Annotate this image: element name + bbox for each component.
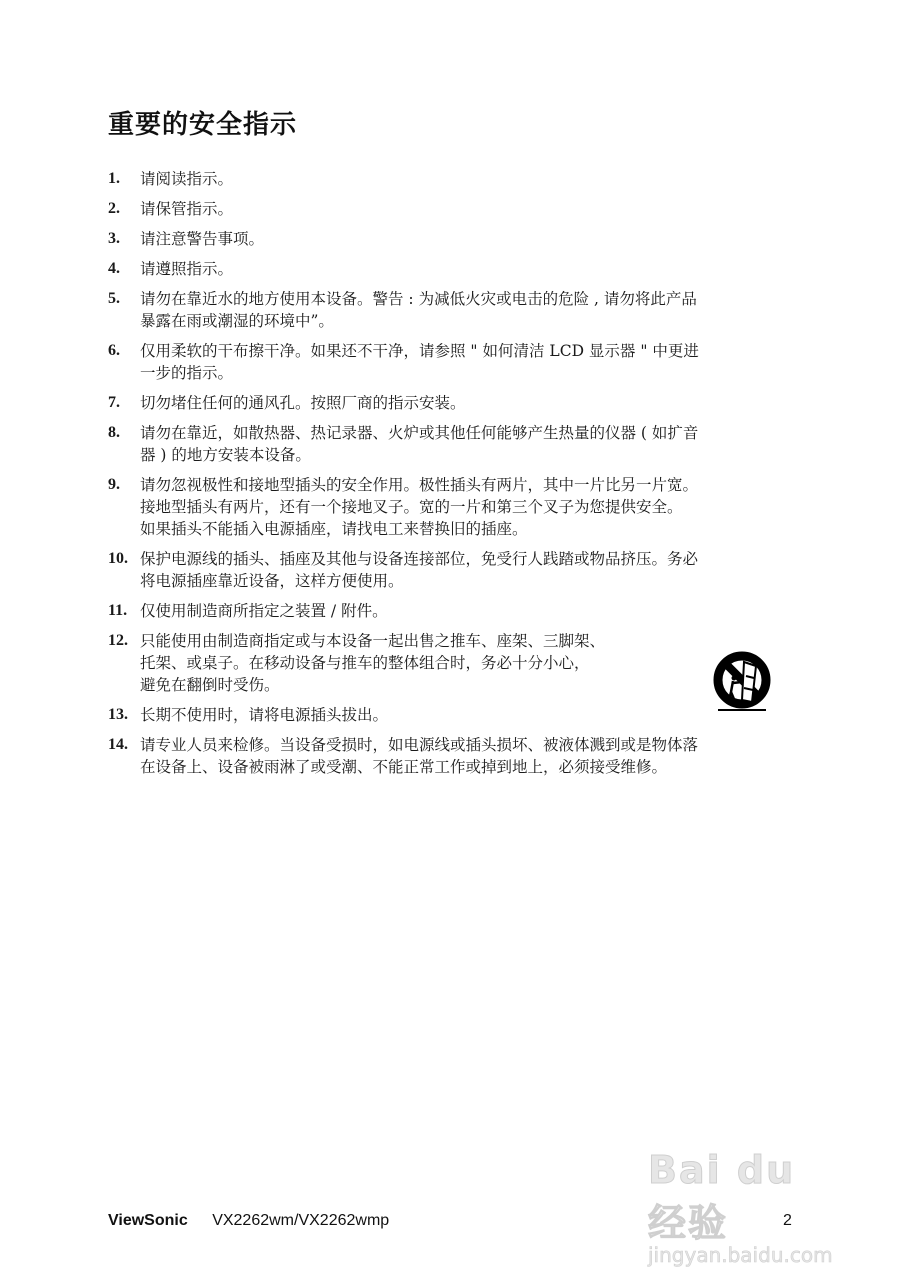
- item-text: 请保管指示。: [140, 200, 234, 218]
- item-number: 9.: [108, 476, 120, 493]
- list-item: [108, 198, 808, 220]
- list-item: [108, 734, 808, 778]
- safety-instructions-list: [108, 168, 808, 786]
- item-text: 接地型插头有两片，还有一个接地叉子。宽的一片和第三个叉子为您提供安全。: [140, 498, 683, 516]
- item-text: 请遵照指示。: [140, 260, 234, 278]
- item-text: 请勿在靠近水的地方使用本设备。警告 : 为减低火灾或电击的危险 , 请勿将此产品: [140, 290, 697, 308]
- watermark-url: jingyan.baidu.com: [648, 1243, 833, 1267]
- list-item: [108, 600, 808, 622]
- item-text: 保护电源线的插头、插座及其他与设备连接部位，免受行人践踏或物品挤压。务必: [140, 550, 699, 568]
- item-number: 8.: [108, 424, 120, 441]
- item-number: 2.: [108, 200, 120, 217]
- item-text: 避免在翻倒时受伤。: [140, 676, 280, 694]
- item-text: 在设备上、设备被雨淋了或受潮、不能正常工作或掉到地上，必须接受维修。: [140, 758, 668, 776]
- item-text: 切勿堵住任何的通风孔。按照厂商的指示安装。: [140, 394, 466, 412]
- item-number: 3.: [108, 230, 120, 247]
- item-text: 托架、或桌子。在移动设备与推车的整体组合时，务必十分小心，: [140, 654, 590, 672]
- list-item: [108, 340, 808, 384]
- item-number: 13.: [108, 706, 128, 723]
- footer-brand: ViewSonic: [108, 1212, 188, 1229]
- item-text: 长期不使用时，请将电源插头拔出。: [140, 706, 389, 724]
- item-text: 仅用柔软的干布擦干净。如果还不干净，请参照 " 如何清洁 LCD 显示器 " 中更进: [140, 342, 699, 360]
- list-item: [108, 392, 808, 414]
- item-text: 只能使用由制造商指定或与本设备一起出售之推车、座架、三脚架、: [140, 632, 606, 650]
- item-text: 将电源插座靠近设备，这样方便使用。: [140, 572, 404, 590]
- watermark-logo-text: Bai du 经验: [648, 1148, 796, 1245]
- item-text: 如果插头不能插入电源插座，请找电工来替换旧的插座。: [140, 520, 528, 538]
- item-number: 4.: [108, 260, 120, 277]
- list-item: [108, 548, 808, 592]
- baidu-jingyan-watermark: [648, 1148, 848, 1267]
- list-item: [108, 258, 808, 280]
- item-number: 5.: [108, 290, 120, 307]
- page-title: 重要的安全指示: [108, 110, 298, 140]
- footer-model: VX2262wm/VX2262wmp: [212, 1212, 390, 1229]
- item-text: 仅使用制造商所指定之装置 / 附件。: [140, 602, 388, 620]
- item-text: 器 ) 的地方安装本设备。: [140, 446, 311, 464]
- list-item: [108, 228, 808, 250]
- item-text: 请专业人员来检修。当设备受损时，如电源线或插头损坏、被液体溅到或是物体落: [140, 736, 699, 754]
- item-number: 7.: [108, 394, 120, 411]
- item-number: 12.: [108, 632, 128, 649]
- page-number: 2: [783, 1212, 792, 1229]
- item-text: 请勿忽视极性和接地型插头的安全作用。极性插头有两片，其中一片比另一片宽。: [140, 476, 699, 494]
- item-number: 6.: [108, 342, 120, 359]
- cart-tip-over-warning-icon: [712, 648, 772, 718]
- list-item: [108, 704, 808, 726]
- item-number: 14.: [108, 736, 128, 753]
- item-text: 请勿在靠近，如散热器、热记录器、火炉或其他任何能够产生热量的仪器 ( 如扩音: [140, 424, 699, 442]
- list-item: [108, 422, 808, 466]
- list-item: [108, 630, 808, 696]
- item-text: 一步的指示。: [140, 364, 234, 382]
- item-text: 请注意警告事项。: [140, 230, 265, 248]
- list-item: [108, 168, 808, 190]
- list-item: [108, 288, 808, 332]
- list-item: [108, 474, 808, 540]
- item-number: 11.: [108, 602, 128, 619]
- page-footer: [108, 1212, 389, 1230]
- item-text: 暴露在雨或潮湿的环境中”。: [140, 312, 334, 330]
- item-number: 1.: [108, 170, 120, 187]
- item-number: 10.: [108, 550, 128, 567]
- item-text: 请阅读指示。: [140, 170, 234, 188]
